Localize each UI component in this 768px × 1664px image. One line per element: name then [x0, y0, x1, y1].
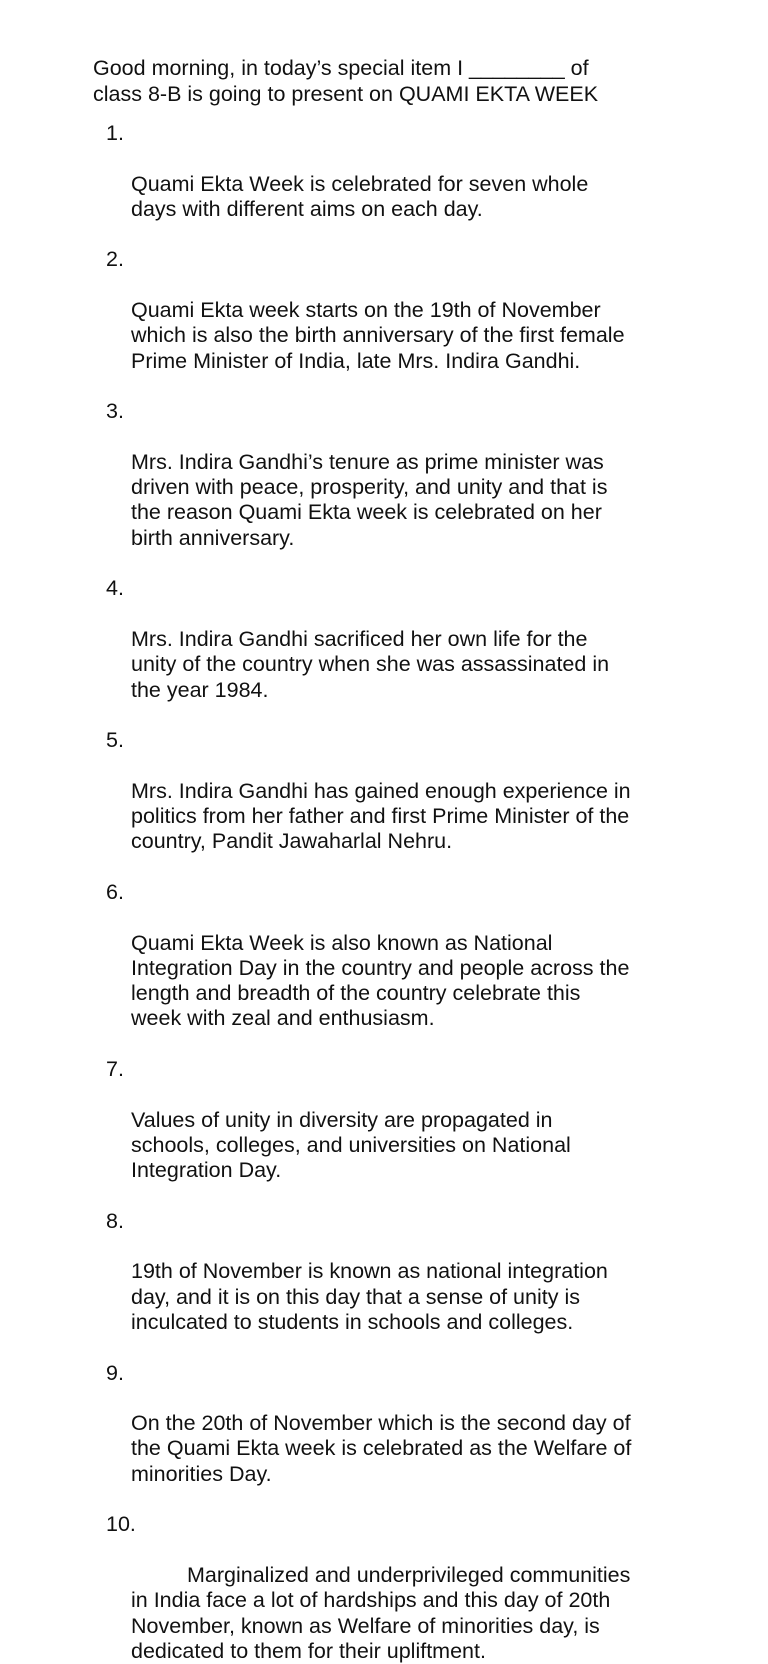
list-item: [93, 247, 693, 399]
list-item-number: 7.: [106, 1056, 124, 1081]
list-item: [93, 1209, 693, 1361]
list-item-text: 19th of November is known as national integration day, and it is on this day that a sense of unity is inculcated to students in schools and colleges.: [131, 1259, 608, 1334]
list-item: [93, 1361, 693, 1513]
list-item-text: Mrs. Indira Gandhi sacrificed her own life for the unity of the country when she was assassinated in the year 1984.: [131, 626, 610, 702]
list-item-text: Marginalized and underprivileged communities in India face a lot of hardships and this day of 20th November, known as Welfare of minorities day, is dedicated to them for their upliftment.: [131, 1562, 631, 1663]
list-item: [93, 121, 693, 247]
list-item-number: 1.: [106, 121, 124, 145]
numbered-list: [93, 121, 693, 1664]
list-item-text: Mrs. Indira Gandhi’s tenure as prime minister was driven with peace, prosperity, and unity and that is the reason Quami Ekta week is celebrated on her birth anniversary.: [131, 449, 608, 550]
list-item: [93, 1057, 693, 1209]
list-item-number: 9.: [106, 1360, 124, 1385]
list-item: [93, 1512, 693, 1664]
list-item-number: 5.: [106, 728, 124, 753]
list-item: [93, 880, 693, 1057]
list-item-text: Values of unity in diversity are propagated in schools, colleges, and universities on National Integration Day.: [131, 1107, 571, 1183]
list-item-text: Quami Ekta week starts on the 19th of November which is also the birth anniversary of the first female Prime Minister of India, late Mrs. Indira Gandhi.: [131, 298, 625, 373]
list-item-text: On the 20th of November which is the second day of the Quami Ekta week is celebrated as the Welfare of minorities Day.: [131, 1411, 632, 1486]
intro-paragraph: Good morning, in today’s special item I ________ of class 8-B is going to present on QUAMI EKTA WEEK: [93, 56, 599, 106]
list-item-number: 10.: [106, 1512, 136, 1537]
list-item: [93, 728, 693, 880]
list-item-text: Quami Ekta Week is also known as National Integration Day in the country and people across the length and breadth of the country celebrate this week with zeal and enthusiasm.: [131, 930, 630, 1031]
list-item-number: 8.: [106, 1208, 124, 1233]
list-item: [93, 399, 693, 576]
list-item-text: Quami Ekta Week is celebrated for seven whole days with different aims on each day.: [131, 171, 589, 221]
list-item-number: 6.: [106, 879, 124, 904]
list-item-number: 2.: [106, 247, 124, 272]
list-item-text: Mrs. Indira Gandhi has gained enough experience in politics from her father and first Prime Minister of the country, Pandit Jawaharlal Nehru.: [131, 778, 631, 854]
list-item-number: 4.: [106, 576, 124, 601]
list-item: [93, 576, 693, 728]
list-item-number: 3.: [106, 399, 124, 424]
